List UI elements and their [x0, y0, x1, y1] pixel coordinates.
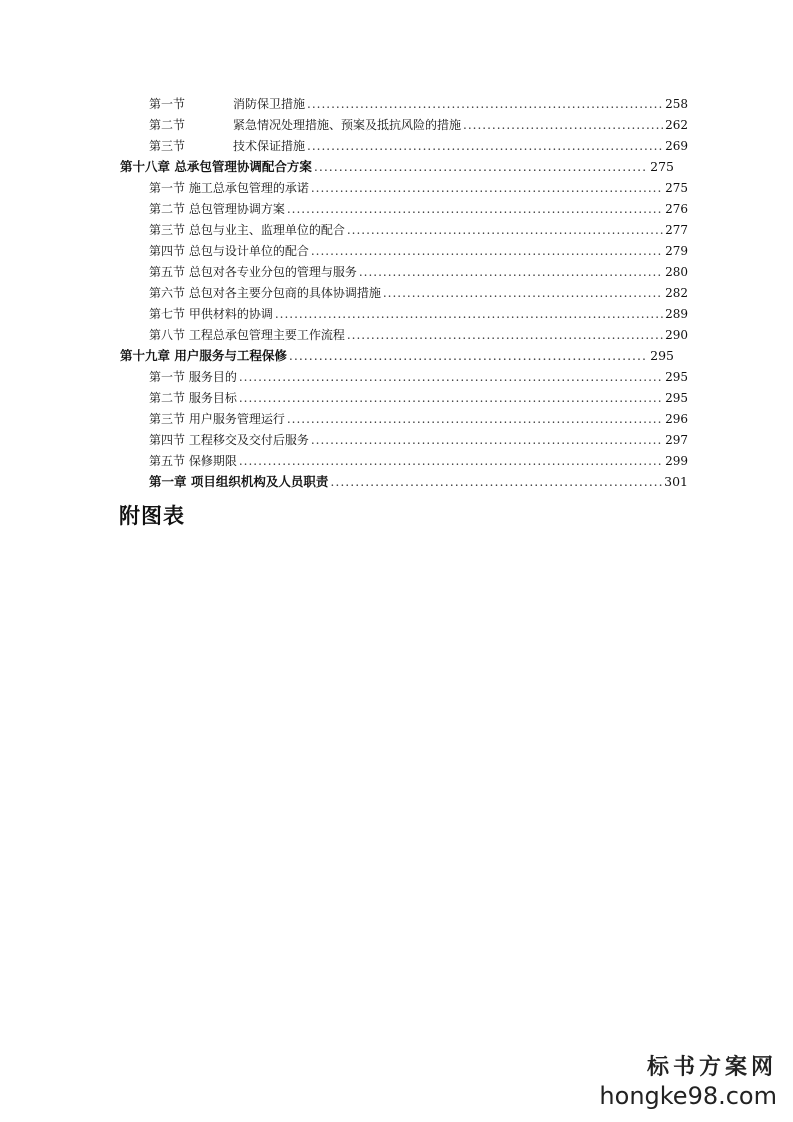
toc-entry-title: 用户服务与工程保修 [174, 348, 287, 363]
toc-entry-title: 服务目的 [188, 370, 237, 384]
site-watermark [599, 1054, 777, 1110]
toc-entry-title: 总承包管理协调配合方案 [174, 159, 312, 174]
toc-entry[interactable] [149, 431, 688, 449]
toc-entry-page: 295 [650, 348, 674, 363]
toc-entry-title: 用户服务管理运行 [188, 412, 285, 426]
dot-leader [239, 452, 663, 470]
toc-entry-title: 工程移交及交付后服务 [188, 433, 309, 447]
toc-entry-page: 301 [664, 474, 688, 489]
toc-entry[interactable] [149, 221, 688, 239]
dot-leader [287, 200, 663, 218]
toc-entry-number: 第三节 [149, 223, 186, 237]
toc-entry-title: 施工总承包管理的承诺 [188, 181, 309, 195]
dot-leader [311, 179, 663, 197]
watermark-cn: 标书方案网 [646, 1055, 777, 1080]
toc-entry-title: 紧急情况处理措施、预案及抵抗风险的措施 [233, 118, 462, 132]
toc-entry[interactable] [149, 95, 688, 113]
toc-entry-page: 295 [665, 391, 688, 405]
dot-leader [314, 158, 648, 176]
toc-entry-page: 277 [665, 223, 688, 237]
dot-leader [307, 137, 663, 155]
toc-entry-title: 总包与业主、监理单位的配合 [188, 223, 345, 237]
dot-leader [239, 368, 663, 386]
toc-entry-title: 总包管理协调方案 [188, 202, 285, 216]
toc-entry-number: 第一节 [149, 181, 186, 195]
toc-entry[interactable] [149, 137, 688, 155]
appendix-heading: 附图表 [119, 503, 185, 528]
toc-entry-number: 第五节 [149, 454, 186, 468]
toc-entry-number: 第一章 [149, 474, 187, 489]
toc-entry-page: 279 [665, 244, 688, 258]
toc-entry-number: 第十九章 [120, 348, 171, 363]
toc-entry[interactable] [149, 284, 688, 302]
toc-chapter-entry[interactable] [149, 473, 688, 491]
toc-entry[interactable] [149, 452, 688, 470]
toc-entry-number: 第三节 [149, 412, 186, 426]
watermark-url: hongke98.com [599, 1082, 777, 1110]
dot-leader [239, 389, 663, 407]
toc-entry[interactable] [149, 242, 688, 260]
dot-leader [289, 347, 648, 365]
toc-entry-number: 第一节 [149, 97, 186, 111]
toc-entry-title: 技术保证措施 [233, 139, 306, 153]
toc-entry-title: 消防保卫措施 [233, 97, 306, 111]
dot-leader [311, 431, 663, 449]
toc-entry-number: 第二节 [149, 118, 186, 132]
toc-entry[interactable] [149, 305, 688, 323]
toc-entry[interactable] [149, 410, 688, 428]
toc-entry-number: 第四节 [149, 433, 186, 447]
toc-entry[interactable] [149, 326, 688, 344]
toc-entry-page: 258 [665, 97, 688, 111]
toc-entry[interactable] [149, 368, 688, 386]
dot-leader [311, 242, 663, 260]
dot-leader [307, 95, 663, 113]
toc-chapter-entry[interactable] [120, 347, 674, 365]
toc-entry-number: 第三节 [149, 139, 186, 153]
toc-entry-page: 262 [665, 118, 688, 132]
toc-entry-title: 总包与设计单位的配合 [188, 244, 309, 258]
toc-entry[interactable] [149, 389, 688, 407]
dot-leader [347, 326, 663, 344]
toc-entry-page: 297 [665, 433, 688, 447]
toc-entry-page: 282 [665, 286, 688, 300]
dot-leader [383, 284, 663, 302]
dot-leader [463, 116, 663, 134]
toc-entry-page: 295 [665, 370, 688, 384]
toc-entry-number: 第一节 [149, 370, 186, 384]
toc-entry[interactable] [149, 179, 688, 197]
toc-entry-title: 项目组织机构及人员职责 [190, 474, 329, 489]
dot-leader [287, 410, 663, 428]
toc-entry[interactable] [149, 200, 688, 218]
toc-entry-number: 第五节 [149, 265, 186, 279]
toc-entry-number: 第十八章 [120, 159, 171, 174]
toc-entry-page: 289 [665, 307, 688, 321]
toc-entry-page: 299 [665, 454, 688, 468]
toc-entry-page: 275 [665, 181, 688, 195]
dot-leader [347, 221, 663, 239]
toc-entry-number: 第七节 [149, 307, 186, 321]
toc-entry-title: 工程总承包管理主要工作流程 [188, 328, 345, 342]
toc-entry[interactable] [149, 263, 688, 281]
toc-entry-number: 第八节 [149, 328, 186, 342]
toc-entry-page: 276 [665, 202, 688, 216]
toc-entry-page: 280 [665, 265, 688, 279]
toc-chapter-entry[interactable] [120, 158, 674, 176]
toc-entry-page: 275 [650, 159, 674, 174]
toc-entry-number: 第二节 [149, 391, 186, 405]
toc-entry-page: 290 [665, 328, 688, 342]
toc-entry-page: 269 [665, 139, 688, 153]
toc-entry-title: 保修期限 [188, 454, 237, 468]
dot-leader [275, 305, 663, 323]
dot-leader [359, 263, 663, 281]
toc-entry[interactable] [149, 116, 688, 134]
toc-entry-number: 第二节 [149, 202, 186, 216]
toc-entry-title: 服务目标 [188, 391, 237, 405]
toc-entry-number: 第四节 [149, 244, 186, 258]
toc-entry-number: 第六节 [149, 286, 186, 300]
dot-leader [330, 473, 662, 491]
toc-entry-title: 总包对各主要分包商的具体协调措施 [188, 286, 381, 300]
toc-entry-title: 总包对各专业分包的管理与服务 [188, 265, 357, 279]
toc-entry-title: 甲供材料的协调 [188, 307, 273, 321]
toc-entry-page: 296 [665, 412, 688, 426]
